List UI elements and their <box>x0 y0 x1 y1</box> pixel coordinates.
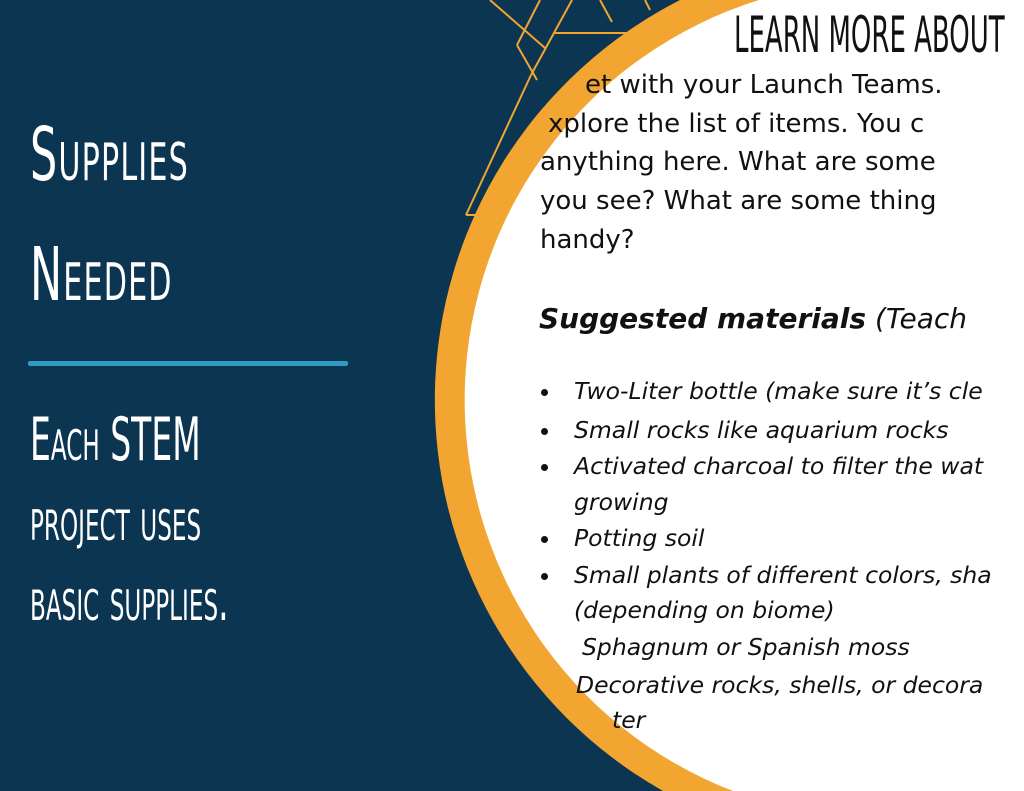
subheading-bold: Suggested materials <box>539 302 867 335</box>
body-line-1: Each STEM <box>30 405 201 475</box>
divider-rule <box>28 361 348 366</box>
list-item: Decorative rocks, shells, or decora <box>576 671 984 699</box>
list-item: Activated charcoal to filter the wat <box>574 452 984 480</box>
bullet-icon <box>541 536 548 543</box>
list-item: Small plants of different colors, sha <box>574 561 992 589</box>
body-line-2: project uses <box>30 485 202 555</box>
bullet-icon <box>541 389 548 396</box>
paragraph-line: et with your Launch Teams. <box>585 70 943 100</box>
paragraph-line: handy? <box>540 225 635 255</box>
slide-title-line-2: Needed <box>30 232 173 318</box>
paragraph-line: anything here. What are some <box>540 147 936 177</box>
list-item: Potting soil <box>574 524 705 552</box>
bullet-icon <box>541 573 548 580</box>
bullet-icon <box>541 428 548 435</box>
list-item: Two-Liter bottle (make sure it’s cle <box>574 377 983 405</box>
list-item: Sphagnum or Spanish moss <box>582 633 910 661</box>
body-line-3: basic supplies. <box>30 565 229 635</box>
bullet-icon <box>541 464 548 471</box>
doc-heading: LEARN MORE ABOUT <box>734 6 1005 64</box>
list-item: Small rocks like aquarium rocks <box>574 416 949 444</box>
slide-title-line-1: Supplies <box>30 112 189 198</box>
materials-subheading <box>539 302 967 335</box>
list-item-continued: ter <box>612 706 646 734</box>
list-item-continued: (depending on biome) <box>574 596 835 624</box>
subheading-rest: (Teach <box>874 302 968 335</box>
paragraph-line: xplore the list of items. You c <box>548 109 925 139</box>
paragraph-line: you see? What are some thing <box>540 186 937 216</box>
list-item-continued: growing <box>574 488 669 516</box>
